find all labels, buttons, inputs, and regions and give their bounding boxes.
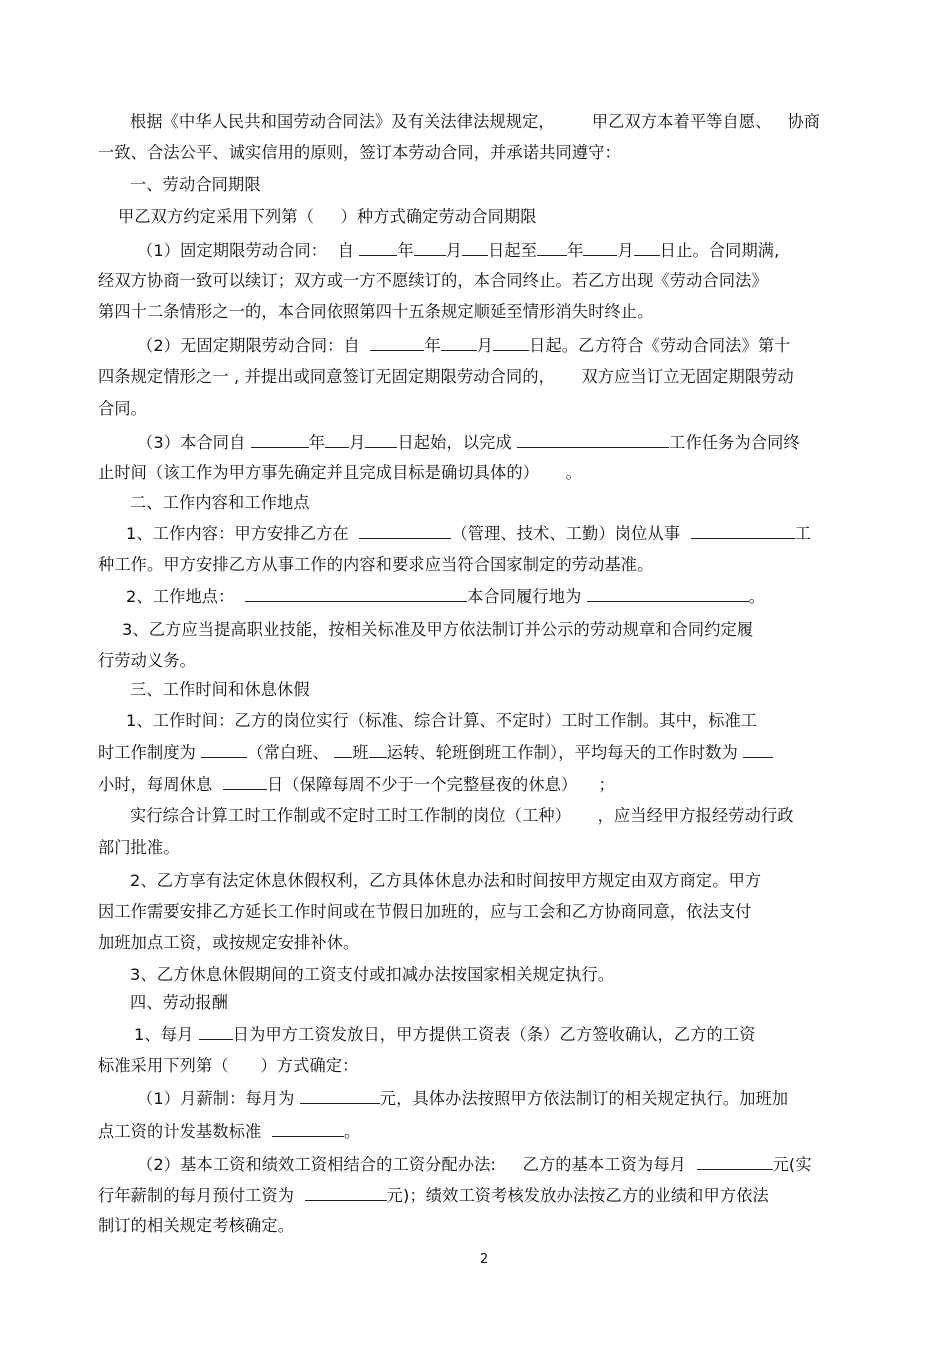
text-line — [130, 965, 614, 985]
text-segment: （1）固定期限劳动合同： 自 — [137, 241, 360, 260]
fill-in-blank[interactable] — [365, 432, 397, 448]
text-segment: 年 — [308, 433, 326, 452]
text-segment: 行年薪制的每月预付工资为 — [98, 1186, 305, 1205]
text-segment: 实行综合计算工时工作制或不定时工时工作制的岗位（工种） ，应当经甲方报经劳动行政 — [130, 806, 794, 825]
text-segment: 加班加点工资，或按规定安排补休。 — [98, 933, 360, 952]
text-segment: 年 — [424, 336, 441, 355]
text-segment: 月 — [445, 241, 463, 260]
text-segment: 点工资的计发基数标准 — [98, 1122, 272, 1141]
text-segment: 日起始，以完成 — [397, 433, 518, 452]
text-segment: 2、工作地点： — [126, 587, 246, 606]
fill-in-blank[interactable] — [334, 742, 352, 758]
text-line — [98, 838, 180, 858]
text-segment: 本合同履行地为 — [467, 587, 587, 606]
text-line — [98, 302, 653, 322]
text-segment: 甲乙双方约定采用下列第（ ）种方式确定劳动合同期限 — [118, 207, 537, 226]
text-line — [126, 586, 765, 607]
text-segment: 部门批准。 — [98, 838, 180, 857]
text-line — [98, 1185, 769, 1206]
text-segment: 班 — [352, 743, 369, 762]
fill-in-blank[interactable] — [634, 240, 660, 256]
text-line — [98, 651, 196, 671]
text-line — [98, 933, 359, 953]
text-line — [134, 1024, 756, 1045]
fill-in-blank[interactable] — [325, 432, 349, 448]
text-segment: 1、每月 — [134, 1025, 199, 1044]
text-line — [126, 523, 811, 544]
text-line — [98, 902, 752, 922]
text-segment: 日起至 — [488, 241, 538, 260]
fill-in-blank[interactable] — [587, 586, 749, 602]
text-segment: 三、工作时间和休息休假 — [130, 680, 310, 699]
text-segment: 日起。乙方符合《劳动合同法》第十 — [529, 336, 791, 355]
fill-in-blank[interactable] — [583, 240, 617, 256]
text-line — [98, 742, 773, 763]
text-line — [98, 1056, 359, 1076]
text-segment: 日为甲方工资发放日，甲方提供工资表（条）乙方签收确认，乙方的工资 — [232, 1025, 756, 1044]
text-line — [137, 335, 791, 356]
text-line — [130, 493, 310, 513]
text-line — [98, 1121, 360, 1142]
text-line — [137, 1088, 788, 1109]
text-segment: 1、工作时间：乙方的岗位实行（标准、综合计算、不定时）工时工作制。其中，标准工 — [126, 711, 758, 730]
text-segment: 第四十二条情形之一的，本合同依照第四十五条规定顺延至情形消失时终止。 — [98, 302, 654, 321]
text-line — [137, 1154, 812, 1175]
text-segment: 经双方协商一致可以续订；双方或一方不愿续订的，本合同终止。若乙方出现《劳动合同法》 — [98, 271, 768, 290]
text-segment: 工作任务为合同终 — [669, 433, 800, 452]
text-segment: （常白班、 — [247, 743, 335, 762]
text-line — [98, 143, 621, 163]
fill-in-blank[interactable] — [517, 432, 669, 448]
text-segment: 日止。合同期满, — [659, 241, 780, 260]
text-segment: 月 — [476, 336, 494, 355]
text-segment: 。 — [343, 1122, 361, 1141]
text-segment: 3、乙方应当提高职业技能，按相关标准及甲方依法制订并公示的劳动规章和合同约定履 — [122, 620, 754, 639]
text-segment: 日（保障每周不少于一个完整昼夜的休息） ； — [266, 775, 615, 794]
text-segment: 二、工作内容和工作地点 — [130, 493, 310, 512]
text-line — [130, 806, 794, 826]
fill-in-blank[interactable] — [245, 586, 467, 602]
fill-in-blank[interactable] — [272, 1121, 344, 1137]
text-segment: 止时间（该工作为甲方事先确定并且完成目标是确切具体的） 。 — [98, 463, 582, 482]
text-segment: 行劳动义务。 — [98, 651, 197, 670]
text-segment: 根据《中华人民共和国劳动合同法》及有关法律法规规定， 甲乙双方本着平等自愿、 协商 — [130, 112, 821, 131]
fill-in-blank[interactable] — [369, 742, 387, 758]
text-line — [98, 271, 768, 291]
text-segment: 元，具体办法按照甲方依法制订的相关规定执行。加班加 — [379, 1089, 789, 1108]
fill-in-blank[interactable] — [359, 240, 397, 256]
fill-in-blank[interactable] — [691, 523, 795, 539]
fill-in-blank[interactable] — [441, 335, 477, 351]
text-line — [98, 463, 582, 483]
text-segment: 元)；绩效工资考核发放办法按乙方的业绩和甲方依法 — [386, 1186, 769, 1205]
text-line — [130, 993, 228, 1013]
fill-in-blank[interactable] — [743, 742, 773, 758]
fill-in-blank[interactable] — [223, 774, 267, 790]
text-segment: 时工作制度为 — [98, 743, 202, 762]
fill-in-blank[interactable] — [462, 240, 488, 256]
fill-in-blank[interactable] — [201, 742, 247, 758]
fill-in-blank[interactable] — [493, 335, 529, 351]
text-segment: 。 — [748, 587, 766, 606]
text-line — [98, 399, 147, 419]
text-segment: 小时，每周休息 — [98, 775, 223, 794]
text-segment: 因工作需要安排乙方延长工作时间或在节假日加班的，应与工会和乙方协商同意，依法支付 — [98, 902, 752, 921]
fill-in-blank[interactable] — [537, 240, 567, 256]
text-line — [118, 207, 537, 227]
fill-in-blank[interactable] — [300, 1088, 380, 1104]
text-segment: 月 — [349, 433, 366, 452]
fill-in-blank[interactable] — [251, 432, 309, 448]
text-segment: 种工作。甲方安排乙方从事工作的内容和要求应当符合国家制定的劳动基准。 — [98, 555, 654, 574]
text-line — [98, 555, 653, 575]
text-segment: 制订的相关规定考核确定。 — [98, 1216, 295, 1235]
text-segment: 3、乙方休息休假期间的工资支付或扣减办法按国家相关规定执行。 — [130, 965, 615, 984]
text-segment: 2、乙方享有法定休息休假权利，乙方具体休息办法和时间按甲方规定由双方商定。甲方 — [130, 871, 762, 890]
page-number: 2 — [480, 1252, 489, 1267]
text-segment: （3）本合同自 — [137, 433, 251, 452]
text-line — [130, 175, 261, 195]
text-segment: 合同。 — [98, 399, 148, 418]
text-segment: （管理、技术、工勤）岗位从事 — [451, 524, 691, 543]
text-segment: 一致、合法公平、诚实信用的原则，签订本劳动合同，并承诺共同遵守： — [98, 143, 621, 162]
text-line — [137, 432, 800, 453]
text-line — [98, 367, 794, 387]
text-segment: 运转、轮班倒班工作制），平均每天的工作时数为 — [386, 743, 744, 762]
text-line — [130, 112, 820, 132]
text-segment: 年 — [567, 241, 584, 260]
text-segment: 元(实 — [772, 1155, 812, 1174]
text-segment: 年 — [397, 241, 414, 260]
text-line — [98, 774, 615, 795]
text-segment: 一、劳动合同期限 — [130, 175, 261, 194]
text-segment: （1）月薪制：每月为 — [137, 1089, 300, 1108]
text-line — [130, 680, 310, 700]
text-line — [122, 620, 753, 640]
fill-in-blank[interactable] — [199, 1024, 233, 1040]
text-segment: 工 — [794, 524, 812, 543]
text-line — [130, 871, 761, 891]
text-line — [137, 240, 779, 261]
text-segment: 月 — [617, 241, 634, 260]
text-segment: （2）基本工资和绩效工资相结合的工资分配办法: 乙方的基本工资为每月 — [137, 1155, 697, 1174]
fill-in-blank[interactable] — [697, 1154, 773, 1170]
fill-in-blank[interactable] — [414, 240, 446, 256]
text-segment: （2）无固定期限劳动合同：自 — [137, 336, 371, 355]
text-segment: 四、劳动报酬 — [130, 993, 229, 1012]
fill-in-blank[interactable] — [370, 335, 424, 351]
text-line — [126, 711, 757, 731]
fill-in-blank[interactable] — [305, 1185, 387, 1201]
text-segment: 标准采用下列第（ ）方式确定： — [98, 1056, 359, 1075]
fill-in-blank[interactable] — [359, 523, 451, 539]
text-line — [98, 1216, 294, 1236]
text-segment: 1、工作内容：甲方安排乙方在 — [126, 524, 360, 543]
text-segment: 四条规定情形之一 , 并提出或同意签订无固定期限劳动合同的， 双方应当订立无固定期限劳动 — [98, 367, 794, 386]
